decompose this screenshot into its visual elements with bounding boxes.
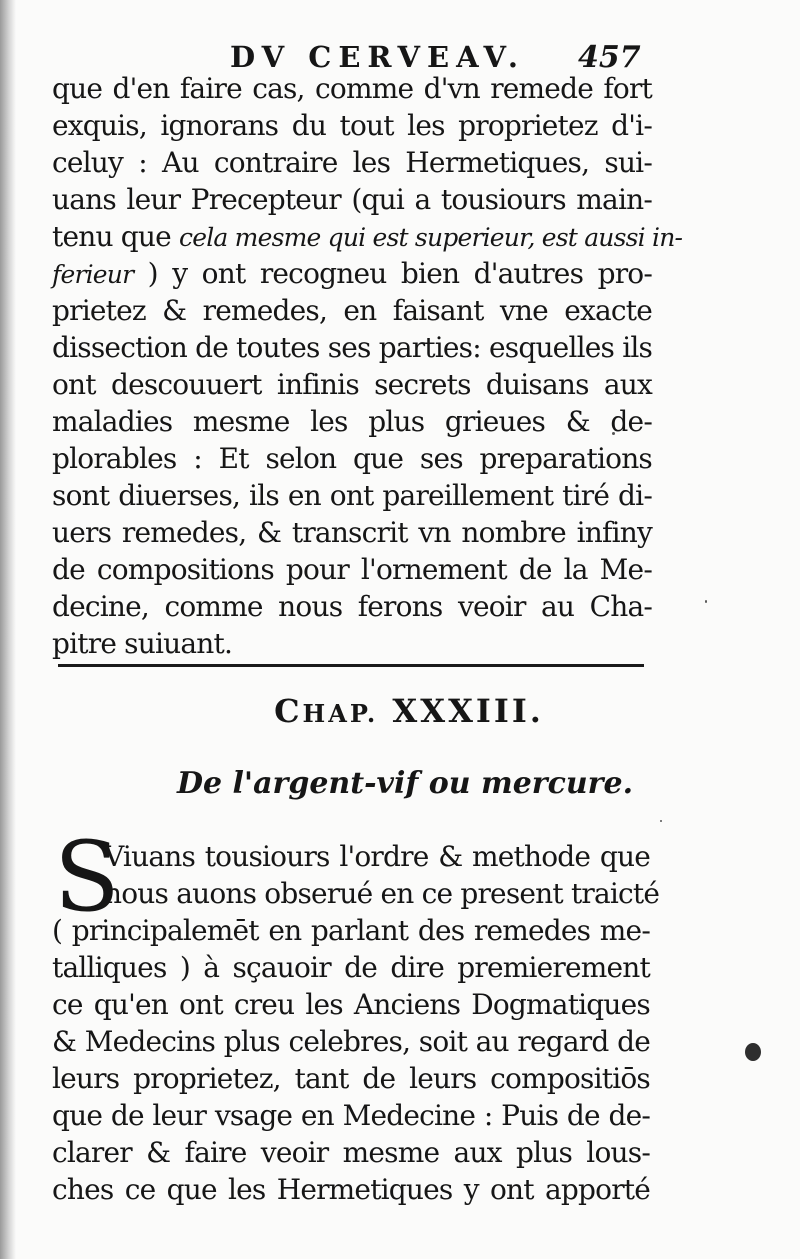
chapter-subtitle: De l'argent-vif ou mercure. xyxy=(176,766,634,801)
text-line: & Medecins plus celebres, soit au regard de xyxy=(52,1025,650,1058)
text-line: ches ce que les Hermetiques y ont apporté xyxy=(52,1173,650,1206)
section-divider-rule xyxy=(58,664,644,667)
text-line: ( principalemēt en parlant des remedes me- xyxy=(52,914,650,947)
text-line: celuy : Au contraire les Hermetiques, sui- xyxy=(52,146,652,179)
text-line: leurs proprietez, tant de leurs compositiōs xyxy=(52,1062,650,1095)
paper-speck xyxy=(705,600,707,603)
text-line: uers remedes, & transcrit vn nombre infiny xyxy=(52,516,652,549)
text-line xyxy=(52,218,683,255)
ink-spot xyxy=(745,1043,761,1061)
chapter-number: XXXIII. xyxy=(392,692,544,730)
italic-quotation: cela mesme qui est superieur, est aussi in- xyxy=(179,223,683,252)
text-line xyxy=(52,255,652,292)
text-line: plorables : Et selon que ses preparations xyxy=(52,442,652,475)
page-number: 457 xyxy=(578,40,641,75)
text-line: exquis, ignorans du tout les proprietez d'i- xyxy=(52,109,652,142)
text-line: decine, comme nous ferons veoir au Cha- xyxy=(52,590,652,623)
text-line: que de leur vsage en Medecine : Puis de de- xyxy=(52,1099,650,1132)
chapter-prefix-initial: C xyxy=(274,692,303,730)
text-line: sont diuerses, ils en ont pareillement tiré di- xyxy=(52,479,652,512)
text-line: nous auons obserué en ce present traicté xyxy=(104,877,660,910)
text-line: talliques ) à sçauoir de dire premierement xyxy=(52,951,650,984)
text-line: de compositions pour l'ornement de la Me- xyxy=(52,553,652,586)
text-run: ) y ont recogneu bien d'autres pro- xyxy=(133,257,652,290)
text-line: Viuans tousiours l'ordre & methode que xyxy=(104,840,650,873)
text-line: ont descouuert infinis secrets duisans aux xyxy=(52,368,652,401)
paragraph-2 xyxy=(52,838,660,1208)
paper-speck xyxy=(660,820,662,822)
text-line: pitre suiuant. xyxy=(52,627,233,660)
chapter-heading xyxy=(0,692,800,730)
drop-cap: S xyxy=(54,821,120,933)
chapter-prefix-rest: HAP. xyxy=(302,699,379,728)
text-run: tenu que xyxy=(52,220,180,253)
text-line: clarer & faire veoir mesme aux plus lous- xyxy=(52,1136,650,1169)
running-head-title: DV CERVEAV. xyxy=(230,40,526,74)
text-line: ce qu'en ont creu les Anciens Dogmatiques xyxy=(52,988,650,1021)
text-line: uans leur Precepteur (qui a tousiours main- xyxy=(52,183,652,216)
paragraph-1 xyxy=(52,70,683,662)
text-line: que d'en faire cas, comme d'vn remede fort xyxy=(52,72,652,105)
text-line: maladies mesme les plus grieues & de- xyxy=(52,405,652,438)
italic-quotation: ferieur xyxy=(52,260,134,289)
text-line: prietez & remedes, en faisant vne exacte xyxy=(52,294,652,327)
page-gutter-shadow xyxy=(0,0,16,1259)
text-line: dissection de toutes ses parties: esquelles ils xyxy=(52,331,653,364)
